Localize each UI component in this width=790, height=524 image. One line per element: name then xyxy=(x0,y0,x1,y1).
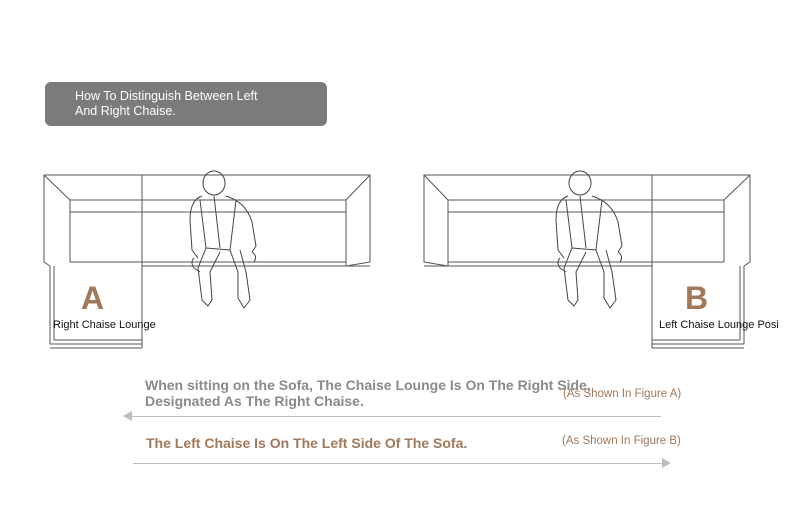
banner-line-2: And Right Chaise. xyxy=(75,104,176,118)
person-a-drawing xyxy=(190,171,256,308)
right-arrow-line xyxy=(133,463,663,464)
left-chaise-description: The Left Chaise Is On The Left Side Of The Sofa. xyxy=(146,435,468,451)
right-chaise-note: (As Shown In Figure A) xyxy=(563,388,682,400)
left-arrow-line xyxy=(131,416,661,417)
right-arrow-head-icon xyxy=(662,458,671,468)
figure-b-letter: B xyxy=(685,280,709,316)
banner-line-1: How To Distinguish Between Left xyxy=(75,89,258,103)
figure-a-label: Right Chaise Lounge xyxy=(53,319,156,331)
left-chaise-note: (As Shown In Figure B) xyxy=(562,435,681,447)
left-arrow-head-icon xyxy=(123,411,132,421)
right-chaise-description xyxy=(145,377,591,409)
figure-b-label: Left Chaise Lounge Posi xyxy=(659,319,779,331)
right-chaise-line-2: Designated As The Right Chaise. xyxy=(145,393,364,409)
figure-a-letter: A xyxy=(81,280,105,316)
person-b-drawing xyxy=(556,171,622,308)
right-chaise-line-1: When sitting on the Sofa, The Chaise Lounge Is On The Right Side, xyxy=(145,377,591,393)
